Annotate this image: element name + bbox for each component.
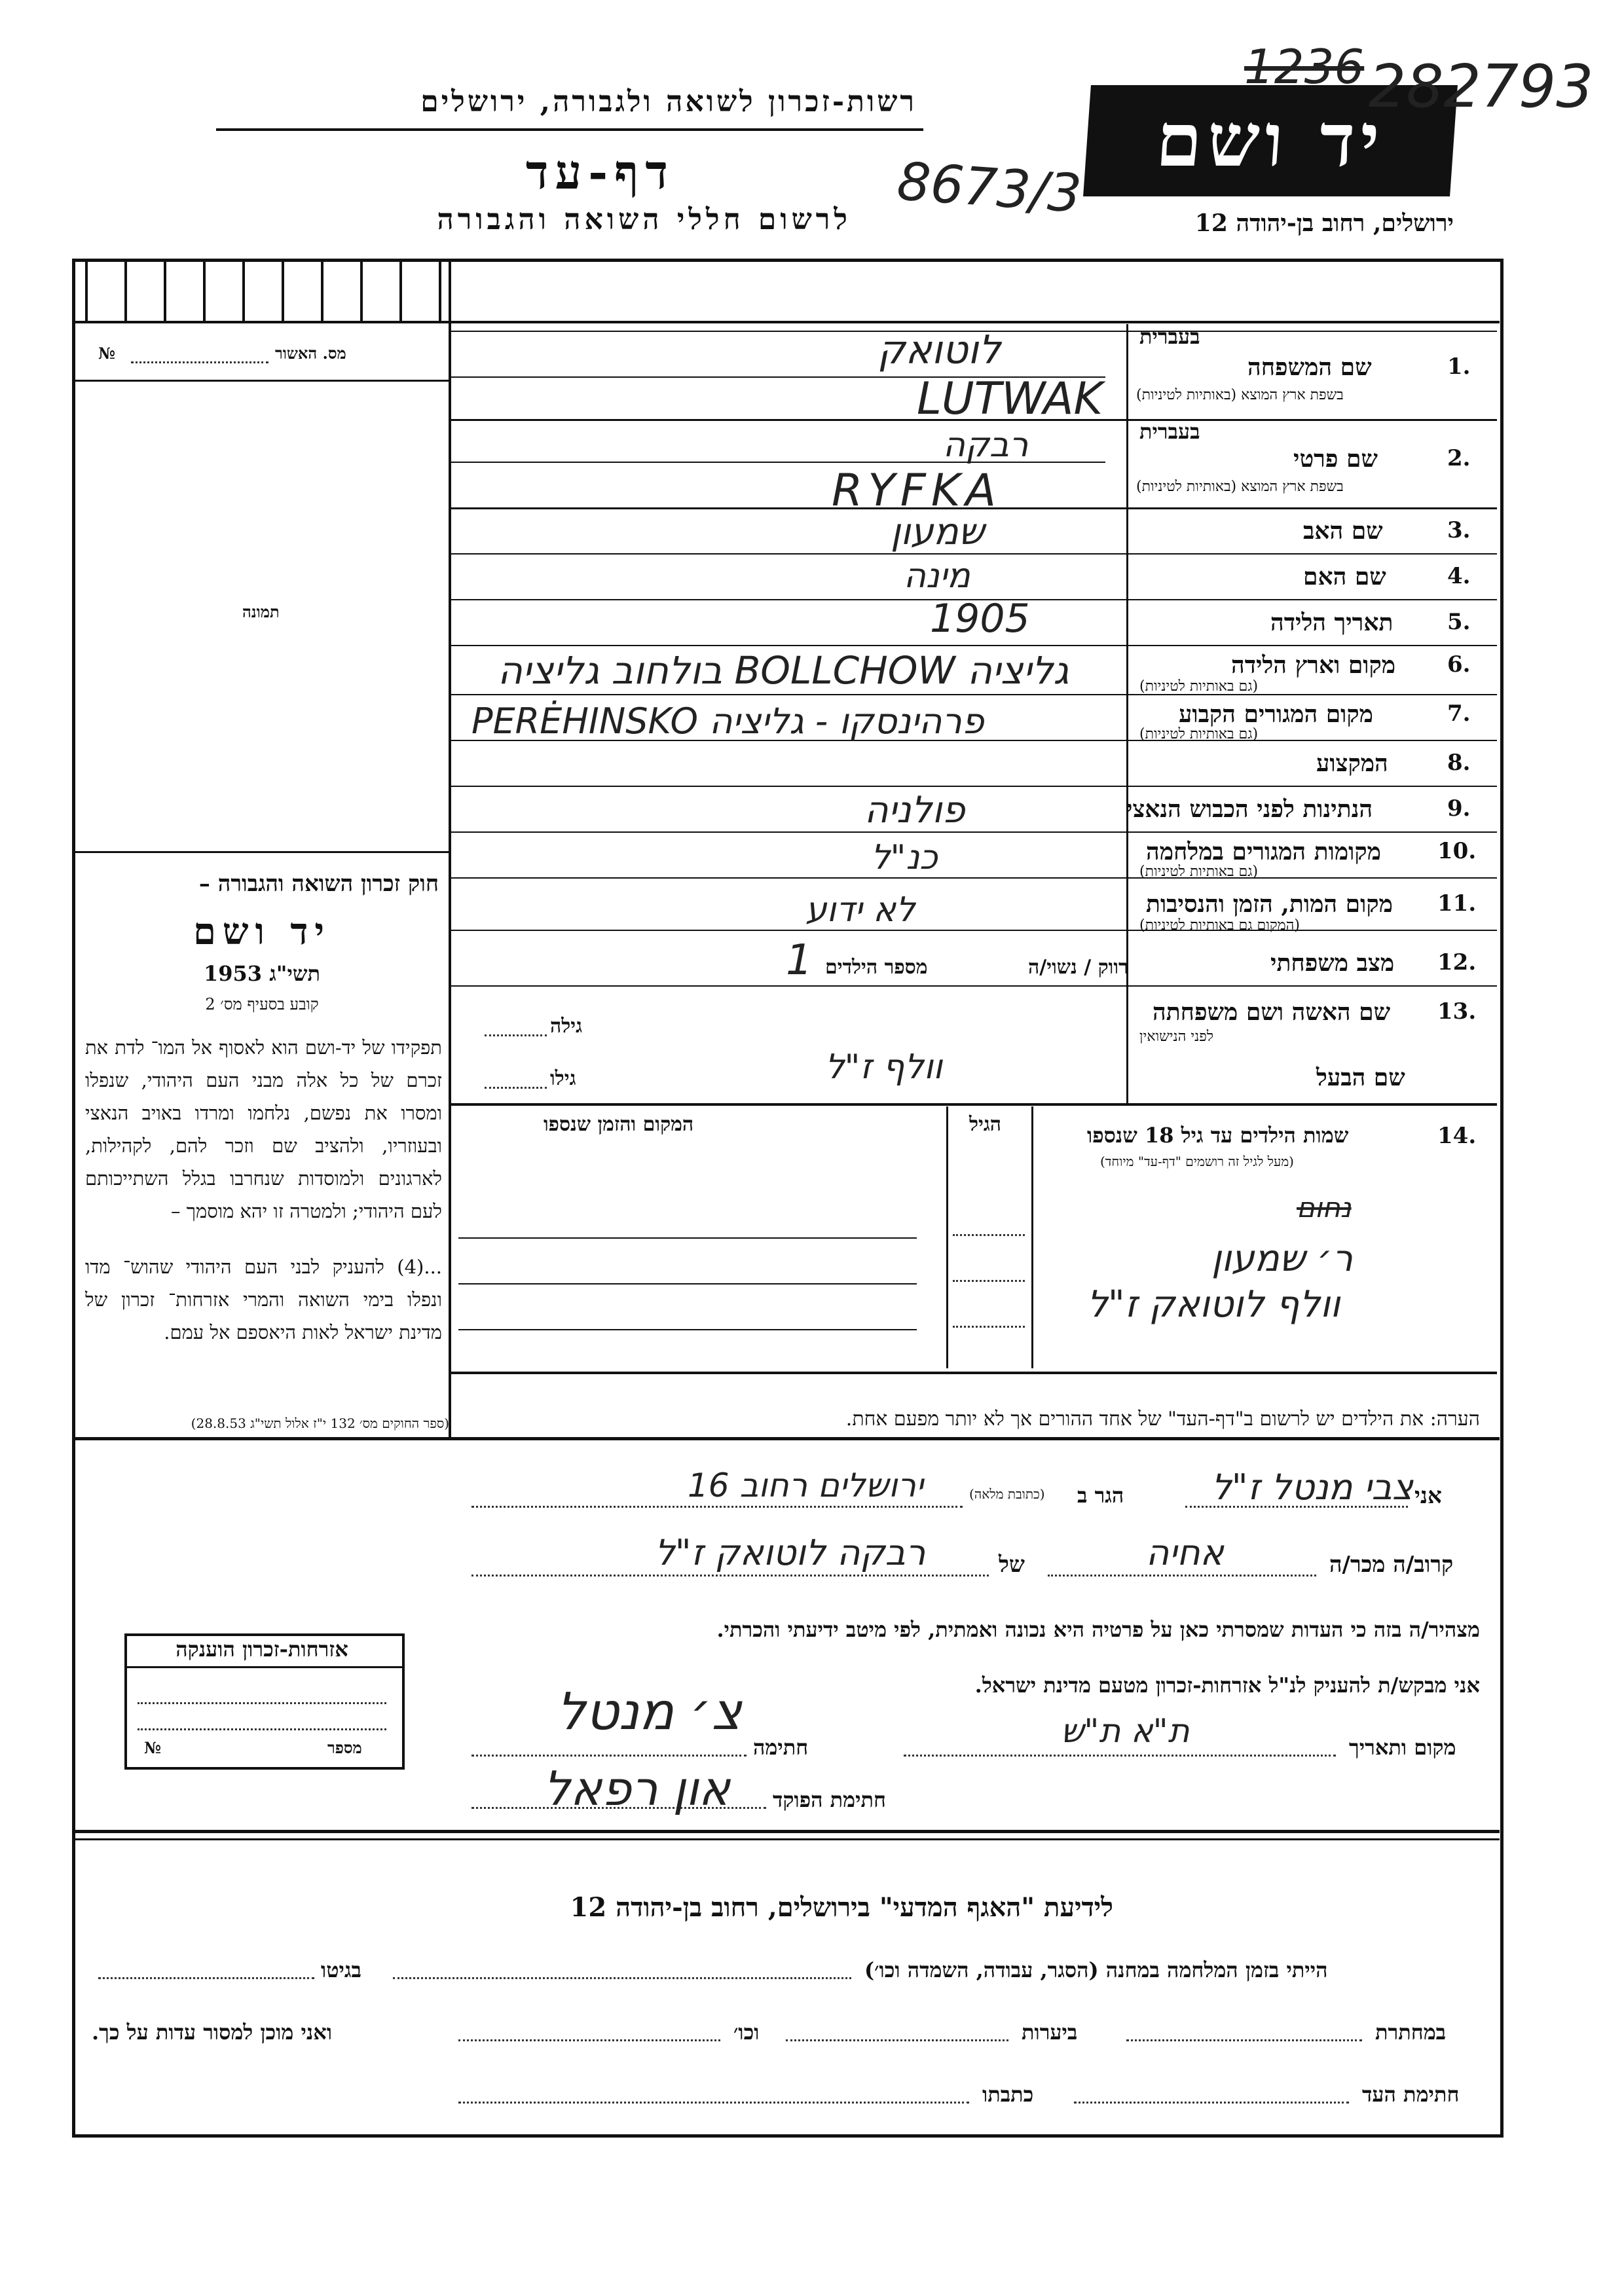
footer-camp-label: הייתי בזמן המלחמה במחנה (הסגר, עבודה, השמדה וכו׳) — [864, 1958, 1328, 1982]
field-number: 1. — [1447, 354, 1471, 380]
decl-statement-1: מצהיר/ה בזה כי העדות שמסרתי כאן על פרטיה היא נכונה ואמתית, לפי מיטב ידיעתי והכרתי. — [716, 1617, 1480, 1642]
age-dots — [953, 1326, 1025, 1328]
table-row-line — [458, 1329, 917, 1330]
husband-age-label: גילו — [550, 1067, 576, 1090]
signature-dots — [471, 1755, 747, 1757]
first-name-hebrew: רבקה — [943, 426, 1029, 465]
residence: PERĖHINSKO פרהינסקו - גליציה — [471, 701, 984, 742]
footer-etc-dots — [458, 2039, 720, 2041]
decl-statement-2: אני מבקש/ת להעניק לנ"ל אזרחות-זכרון מטעם מדינת ישראל. — [974, 1673, 1480, 1698]
label-col-sep — [1126, 324, 1128, 1103]
decl-place-date-label: מקום ותאריך — [1349, 1735, 1456, 1760]
field-label-family-name: שם המשפחה — [1247, 354, 1372, 381]
family-name-hebrew: לוטואק — [877, 327, 1001, 373]
decl-residing: הגר ב — [1077, 1483, 1124, 1508]
row-line — [451, 985, 1497, 987]
field-sub: (גם באותיות לטיניות) — [1139, 726, 1259, 742]
address-dots — [471, 1506, 963, 1508]
field-number: 14. — [1437, 1123, 1477, 1149]
row-line — [451, 930, 1497, 931]
field-sub: (המקום גם באותיות לטיניות) — [1139, 917, 1300, 934]
decl-full-address: (כתובת מלאה) — [969, 1486, 1045, 1502]
officer-signature: און רפאל — [544, 1761, 730, 1816]
field-number: 9. — [1447, 795, 1471, 822]
law-name: יד ושם — [193, 910, 331, 953]
field-label-mother: שם האם — [1303, 563, 1386, 591]
note-bottom — [72, 1437, 1500, 1440]
age-dots — [953, 1234, 1025, 1236]
footer-title: לידיעת "האגף המדעי" בירושלים, רחוב בן-יהודה 12 — [570, 1892, 1113, 1923]
address: ירושלים, רחוב בן-יהודה 12 — [1194, 210, 1454, 237]
citizenship-box-dots — [138, 1702, 386, 1704]
col-sep — [1031, 1106, 1033, 1368]
row-line — [451, 1103, 1497, 1106]
father-name: שמעון — [891, 511, 985, 553]
declarant-address: ירושלים רחוב 16 — [688, 1467, 924, 1504]
photo-label: תמונה — [242, 602, 280, 621]
field-number: 13. — [1437, 998, 1477, 1025]
place-date-dots — [904, 1755, 1336, 1757]
law-title: חוק זכרון השואה והגבורה – — [198, 871, 439, 897]
field-number: 5. — [1447, 609, 1471, 635]
wife-age-dots — [485, 1034, 547, 1036]
sidebar-photo-top — [72, 380, 451, 382]
field-label-father: שם האב — [1303, 517, 1383, 545]
declarant-name: צבי מנטל ז"ל — [1211, 1467, 1413, 1508]
field-sub: לפני הנישואין — [1139, 1029, 1214, 1045]
serial-struck: 1236 — [1244, 39, 1365, 94]
authority-name: רשות-זכרון לשואה ולגבורה, ירושלים — [420, 85, 917, 118]
footer-ready-label: ואני מוכן למסור עדות על כך. — [92, 2020, 333, 2045]
decl-of-label: של — [999, 1552, 1025, 1578]
row-line — [451, 831, 1497, 833]
footer-forests-label: ביערות — [1022, 2020, 1078, 2045]
footer-underground-dots — [1126, 2039, 1362, 2041]
marital-options: רווק / נשוי/ה — [1028, 956, 1128, 979]
page-stamp: 8673/3 — [895, 151, 1084, 225]
relative-value: אחיה — [1146, 1532, 1224, 1573]
child-name-1: נחום — [1297, 1192, 1352, 1224]
children-count: 1 — [786, 936, 813, 985]
sidebar-photo-bottom — [72, 851, 451, 853]
footer-rule — [72, 1838, 1500, 1840]
header-underline — [216, 128, 923, 131]
field-number: 7. — [1447, 701, 1471, 727]
field-number: 3. — [1447, 517, 1471, 543]
field-label-birth-date: תאריך הלידה — [1270, 609, 1393, 636]
form-title: דף-עד — [525, 144, 674, 200]
citizenship-no-label: מספר — [327, 1738, 362, 1757]
form-subtitle: לרשום חללי השואה והגבורה — [437, 203, 851, 236]
birth-date: 1905 — [930, 596, 1030, 642]
law-clause: קובע בסעיף מס׳ 2 — [205, 995, 319, 1013]
field-number: 11. — [1437, 890, 1477, 917]
field-number: 2. — [1447, 445, 1471, 471]
citizenship-box-title: אזרחות-זכרון הוענקה — [175, 1637, 348, 1662]
footer-address-dots — [458, 2102, 969, 2104]
decl-i-label: אני — [1414, 1483, 1442, 1509]
field-label-wartime-residence: מקומות המגורים במלחמה — [1146, 838, 1381, 866]
hebrew-tag: בעברית — [1139, 419, 1200, 444]
death-place: לא ידוע — [805, 890, 915, 930]
col-place: המקום והזמן שנספו — [544, 1113, 694, 1136]
row-line — [451, 877, 1497, 879]
serial-number: 282793 — [1369, 52, 1594, 121]
law-text-1: תפקידו של יד-ושם הוא לאסוף אל המו־ לדת את זכרם של כל אלה מבני העם היהודי, שנפלו ומסרו את נפשם, נלחמו ומרדו באויב הנאצי ובעוזריו, ולהציב שם וזכר להם, לקהילות, לארגונים ולמוסדות שנחרבו בגלל השתייכותם לעם היהודי; ולמטרה זו יהא מוסמך – — [85, 1036, 442, 1222]
wartime-residence: כנ"ל — [871, 838, 938, 877]
table-row-line — [458, 1283, 917, 1285]
row-line — [451, 553, 1497, 555]
footer-ghetto-dots — [98, 1977, 314, 1979]
row-line — [451, 694, 1497, 695]
citizenship-box-dots — [138, 1728, 386, 1730]
hebrew-tag: בעברית — [1139, 324, 1200, 349]
col-age: הגיל — [969, 1113, 1002, 1136]
approval-label: מס. האשור — [275, 344, 346, 363]
field-label-birth-place: מקום וארץ הלידה — [1231, 651, 1396, 679]
field-label-residence: מקום המגורים הקבוע — [1179, 701, 1373, 728]
law-year: תשי"ג 1953 — [204, 961, 320, 986]
footer-witness-dots — [1074, 2102, 1349, 2104]
footer-witness-sign-label: חתימת העד — [1362, 2082, 1460, 2107]
logo-text: יד ושם — [1153, 98, 1388, 183]
husband-age-dots — [485, 1087, 547, 1089]
law-text-2: ...(4) להעניק לבני העם היהודי שהוש־ מדו ונפלו בימי השואה והמרי אזרחות־ זכרון של מדינת ישראל לאות היאספם אל עמם. — [85, 1256, 442, 1343]
footer-forests-dots — [786, 2039, 1008, 2041]
note-top — [451, 1372, 1497, 1374]
approval-no-sign: № — [98, 344, 116, 363]
id-boxes — [85, 261, 445, 321]
age-dots — [953, 1280, 1025, 1282]
field-number: 10. — [1437, 838, 1477, 864]
note-text: הערה: את הילדים יש לרשום ב"דף-העד" של אחד ההורים אך לא יותר מפעם אחת. — [845, 1408, 1480, 1430]
place-date-value: ת"א ת"ש — [1061, 1712, 1190, 1750]
field-sub: בשפת ארץ המוצא (באותיות לטיניות) — [1136, 387, 1344, 403]
field-number: 4. — [1447, 563, 1471, 589]
field-number: 12. — [1437, 949, 1477, 975]
signature-value: צ׳ מנטל — [557, 1683, 742, 1741]
citizenship-value: פולניה — [864, 789, 965, 831]
col-sep — [946, 1106, 948, 1368]
top-row-bottom — [72, 321, 1500, 323]
children-table-label: שמות הילדים עד גיל 18 שנספו — [1087, 1123, 1349, 1148]
field-label-citizenship: הנתינות לפני הכבוש הנאצי — [1126, 795, 1373, 823]
top-boxes-sep — [449, 259, 451, 1372]
law-source: (ספר החוקים מס׳ 132 י"ז אלול תשי"ג 28.8.53) — [191, 1415, 449, 1431]
field-sub: (גם באותיות לטיניות) — [1139, 864, 1259, 880]
field-number: 8. — [1447, 750, 1471, 776]
field-label-marital: מצב משפחתי — [1270, 949, 1395, 977]
first-name-latin: RYFKA — [832, 465, 1002, 517]
citizenship-no-sign: № — [144, 1738, 162, 1757]
of-value: רבקה לוטואק ז"ל — [655, 1532, 926, 1573]
footer-rule — [72, 1830, 1500, 1833]
field-label-occupation: המקצוע — [1316, 750, 1388, 777]
approval-dots — [131, 361, 268, 363]
field-label-wife-name: שם האשה ושם משפחתה — [1153, 998, 1391, 1026]
table-row-line — [458, 1237, 917, 1239]
family-name-latin: LUTWAK — [917, 373, 1103, 425]
husband-label: שם הבעל — [1316, 1064, 1405, 1091]
footer-underground-label: במחתרת — [1375, 2020, 1447, 2045]
footer-camp-dots — [393, 1977, 851, 1979]
child-name-3: וולף לוטואק ז"ל — [1087, 1283, 1340, 1326]
child-name-2: ר׳ שמעון — [1211, 1237, 1353, 1280]
footer-etc-label: וכו׳ — [733, 2020, 760, 2045]
footer-address-label: כתבתו — [982, 2082, 1034, 2107]
relative-dots — [1048, 1575, 1316, 1576]
birth-place: בולחוב גליציה BOLLCHOW גליציה — [498, 648, 1069, 693]
row-line — [451, 645, 1497, 646]
mother-name: מינה — [904, 556, 970, 596]
field-label-death-place: מקום המות, הזמן והנסיבות — [1146, 890, 1393, 918]
of-dots — [471, 1575, 989, 1576]
field-number: 6. — [1447, 651, 1471, 678]
row-line — [451, 786, 1497, 787]
field-sub: בשפת ארץ המוצא (באותיות לטיניות) — [1136, 479, 1344, 495]
husband-name: וולף ז"ל — [825, 1048, 943, 1087]
decl-relative-label: קרוב/ה מכר/ה — [1329, 1552, 1454, 1578]
wife-age-label: גילה — [550, 1015, 583, 1038]
footer-ghetto-label: בגיטו — [321, 1958, 361, 1982]
children-label: מספר הילדים — [825, 956, 928, 979]
field-label-first-name: שם פרטי — [1293, 445, 1378, 473]
decl-signature-label: חתימה — [753, 1735, 809, 1760]
citizenship-box-sep — [124, 1666, 405, 1668]
children-table-sub: (מעל לגיל זה רושמים "דף-עד" מיוחד) — [1100, 1154, 1294, 1169]
decl-officer-label: חתימת הפוקד — [773, 1787, 886, 1812]
field-sub: (גם באותיות לטיניות) — [1139, 678, 1259, 695]
